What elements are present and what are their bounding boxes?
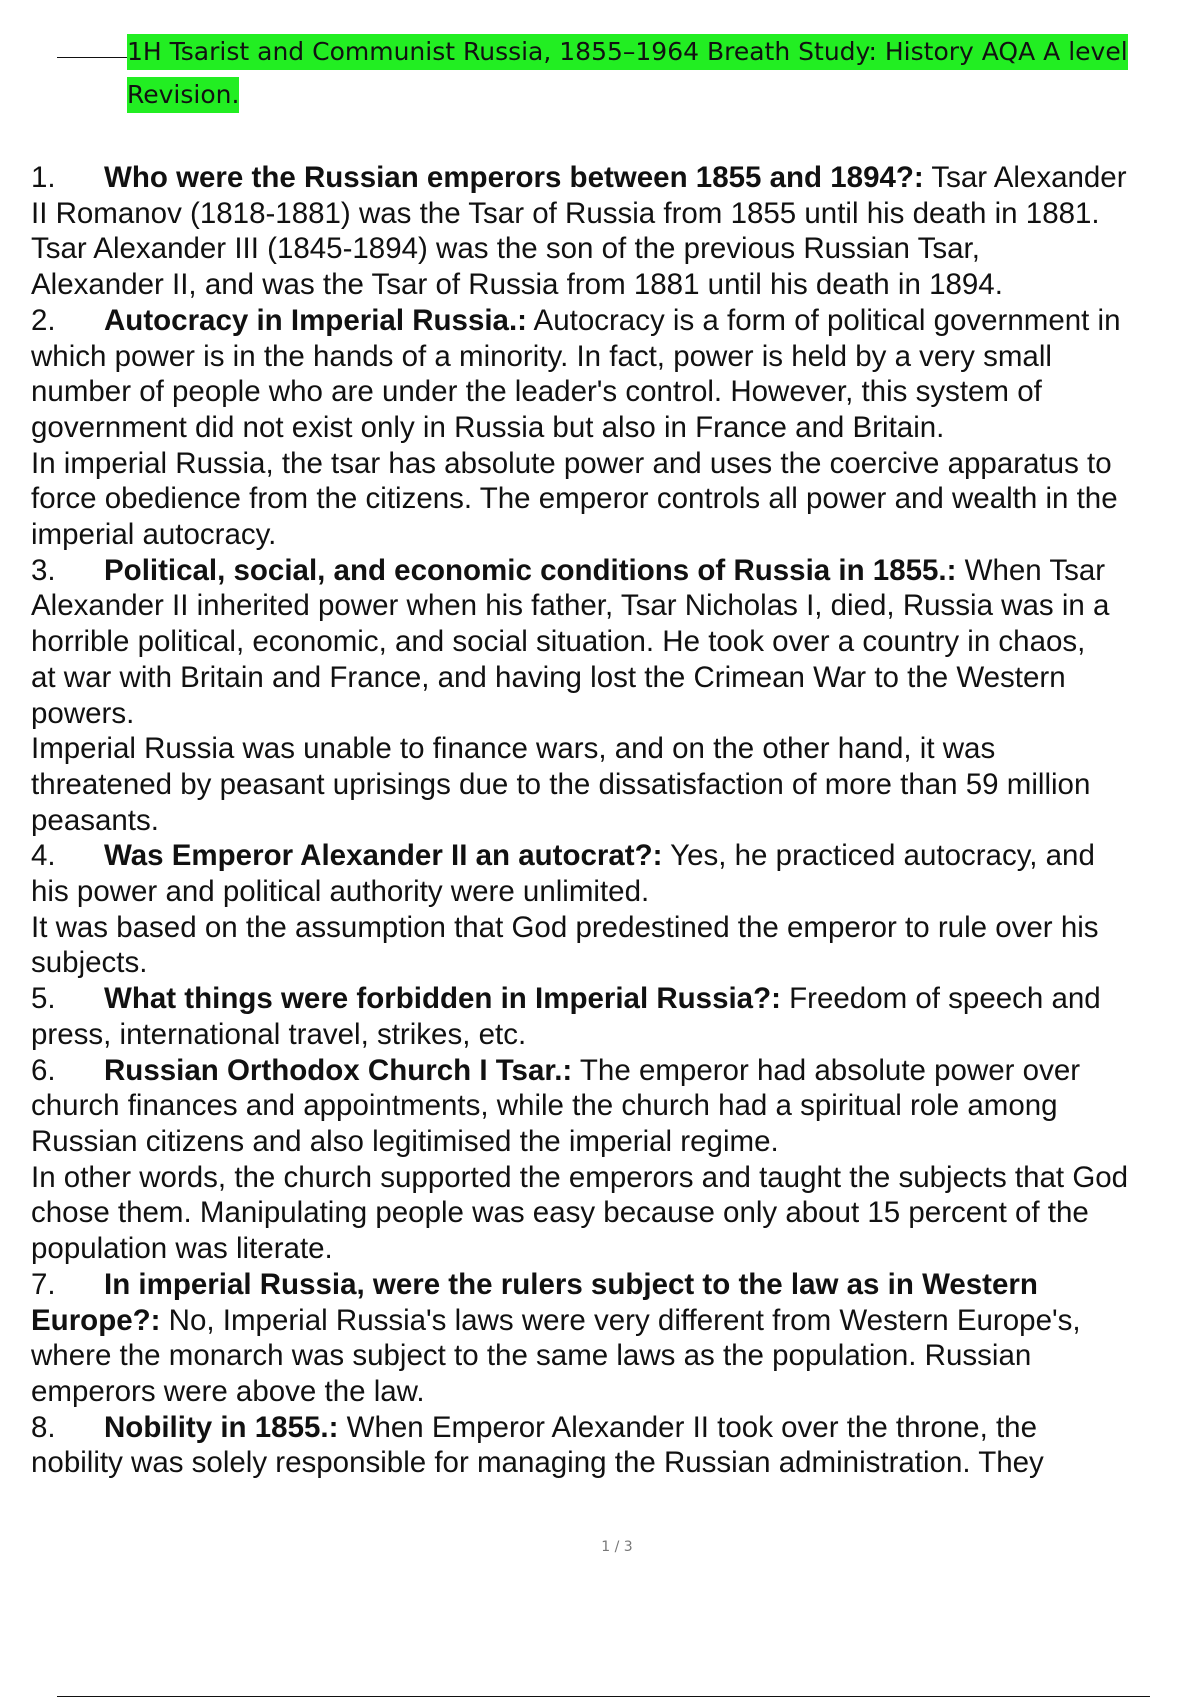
text-line	[31, 303, 1200, 339]
item-number: 2.	[31, 303, 56, 337]
text-line	[31, 1410, 1200, 1446]
text-line	[31, 1231, 1200, 1267]
text-line	[31, 1017, 1200, 1053]
text-line	[31, 1124, 1200, 1160]
item-text: population was literate.	[31, 1232, 333, 1266]
item-text: Tsar Alexander III (1845-1894) was the son of the previous Russian Tsar,	[31, 232, 980, 266]
item-number: 7.	[31, 1267, 56, 1301]
document-body	[31, 160, 1200, 1481]
item-text: The emperor had absolute power over	[572, 1053, 1081, 1087]
item-text: nobility was solely responsible for managing the Russian administration. They	[31, 1446, 1044, 1480]
item-text: emperors were above the law.	[31, 1374, 425, 1408]
item-text: Alexander II, and was the Tsar of Russia from 1881 until his death in 1894.	[31, 268, 1003, 302]
item-number: 1.	[31, 161, 56, 194]
item-heading: Russian Orthodox Church I Tsar.:	[104, 1053, 573, 1087]
item-text: When Tsar	[956, 553, 1106, 587]
text-line	[31, 910, 1200, 946]
item-text: number of people who are under the leader's control. However, this system of	[31, 375, 1042, 409]
item-text: Imperial Russia was unable to finance wars, and on the other hand, it was	[31, 732, 996, 766]
text-line	[31, 696, 1200, 732]
item-text: When Emperor Alexander II took over the throne, the	[338, 1410, 1037, 1444]
item-text: chose them. Manipulating people was easy because only about 15 percent of the	[31, 1196, 1089, 1230]
item-text: at war with Britain and France, and having lost the Crimean War to the Western	[31, 660, 1066, 694]
item-text: Autocracy is a form of political government in	[526, 303, 1121, 337]
item-text: press, international travel, strikes, etc.	[31, 1017, 527, 1051]
item-number: 5.	[31, 982, 56, 1016]
text-line	[31, 1303, 1200, 1339]
item-text: In imperial Russia, the tsar has absolute power and uses the coercive apparatus to	[31, 446, 1112, 480]
text-line	[31, 588, 1200, 624]
item-heading: Nobility in 1855.:	[104, 1410, 339, 1444]
item-number: 8.	[31, 1410, 56, 1444]
text-line	[31, 660, 1200, 696]
item-text: Alexander II inherited power when his father, Tsar Nicholas I, died, Russia was in a	[31, 589, 1110, 623]
item-heading: Who were the Russian emperors between 1855 and 1894?:	[104, 161, 924, 194]
text-line	[31, 160, 1200, 196]
text-line	[31, 374, 1200, 410]
text-line	[31, 1160, 1200, 1196]
text-line	[31, 1338, 1200, 1374]
text-line	[31, 339, 1200, 375]
footer-rule	[57, 1696, 1150, 1697]
text-line	[31, 1445, 1200, 1481]
text-line	[31, 1195, 1200, 1231]
text-line	[31, 267, 1200, 303]
item-text: peasants.	[31, 803, 159, 837]
item-text: subjects.	[31, 946, 148, 980]
text-line	[31, 446, 1200, 482]
item-heading: What things were forbidden in Imperial Russia?:	[104, 982, 781, 1016]
text-line	[31, 517, 1200, 553]
item-heading: Europe?:	[31, 1303, 161, 1337]
item-text: In other words, the church supported the emperors and taught the subjects that God	[31, 1160, 1129, 1194]
item-text: No, Imperial Russia's laws were very different from Western Europe's,	[160, 1303, 1081, 1337]
item-heading: Autocracy in Imperial Russia.:	[104, 303, 527, 337]
item-heading: Was Emperor Alexander II an autocrat?:	[104, 839, 663, 873]
title-highlight: 1H Tsarist and Communist Russia, 1855–1964 Breath Study: History AQA A level Revision.	[127, 34, 1128, 113]
text-line	[31, 1374, 1200, 1410]
text-line	[31, 553, 1200, 589]
text-line	[31, 624, 1200, 660]
text-line	[31, 1088, 1200, 1124]
text-line	[31, 945, 1200, 981]
item-heading: Political, social, and economic conditions of Russia in 1855.:	[104, 553, 957, 587]
item-text: Russian citizens and also legitimised the imperial regime.	[31, 1124, 779, 1158]
item-text: threatened by peasant uprisings due to the dissatisfaction of more than 59 million	[31, 767, 1091, 801]
header-rule	[57, 57, 129, 58]
item-number: 6.	[31, 1053, 56, 1087]
text-line	[31, 410, 1200, 446]
item-text: his power and political authority were unlimited.	[31, 875, 650, 909]
page-number: 1 / 3	[601, 1539, 633, 1555]
item-number: 4.	[31, 839, 56, 873]
text-line	[31, 231, 1200, 267]
text-line	[31, 481, 1200, 517]
text-line	[31, 731, 1200, 767]
item-text: government did not exist only in Russia but also in France and Britain.	[31, 410, 945, 444]
item-text: Yes, he practiced autocracy, and	[662, 839, 1095, 873]
item-number: 3.	[31, 553, 56, 587]
item-text: force obedience from the citizens. The emperor controls all power and wealth in the	[31, 482, 1118, 516]
document-title	[127, 30, 1200, 116]
item-text: imperial autocracy.	[31, 518, 277, 552]
item-text: II Romanov (1818-1881) was the Tsar of Russia from 1855 until his death in 1881.	[31, 196, 1100, 230]
item-text: powers.	[31, 696, 135, 730]
item-text: which power is in the hands of a minority. In fact, power is held by a very small	[31, 339, 1052, 373]
text-line	[31, 1053, 1200, 1089]
text-line	[31, 981, 1200, 1017]
text-line	[31, 874, 1200, 910]
item-text: It was based on the assumption that God predestined the emperor to rule over his	[31, 910, 1099, 944]
item-text: Tsar Alexander	[923, 161, 1127, 194]
item-text: church finances and appointments, while the church had a spiritual role among	[31, 1089, 1058, 1123]
item-text: where the monarch was subject to the same laws as the population. Russian	[31, 1339, 1032, 1373]
item-text: Freedom of speech and	[780, 982, 1101, 1016]
text-line	[31, 196, 1200, 232]
text-line	[31, 1267, 1200, 1303]
item-text: horrible political, economic, and social situation. He took over a country in chaos,	[31, 625, 1086, 659]
text-line	[31, 767, 1200, 803]
text-line	[31, 838, 1200, 874]
item-heading: In imperial Russia, were the rulers subject to the law as in Western	[104, 1267, 1038, 1301]
text-line	[31, 803, 1200, 839]
